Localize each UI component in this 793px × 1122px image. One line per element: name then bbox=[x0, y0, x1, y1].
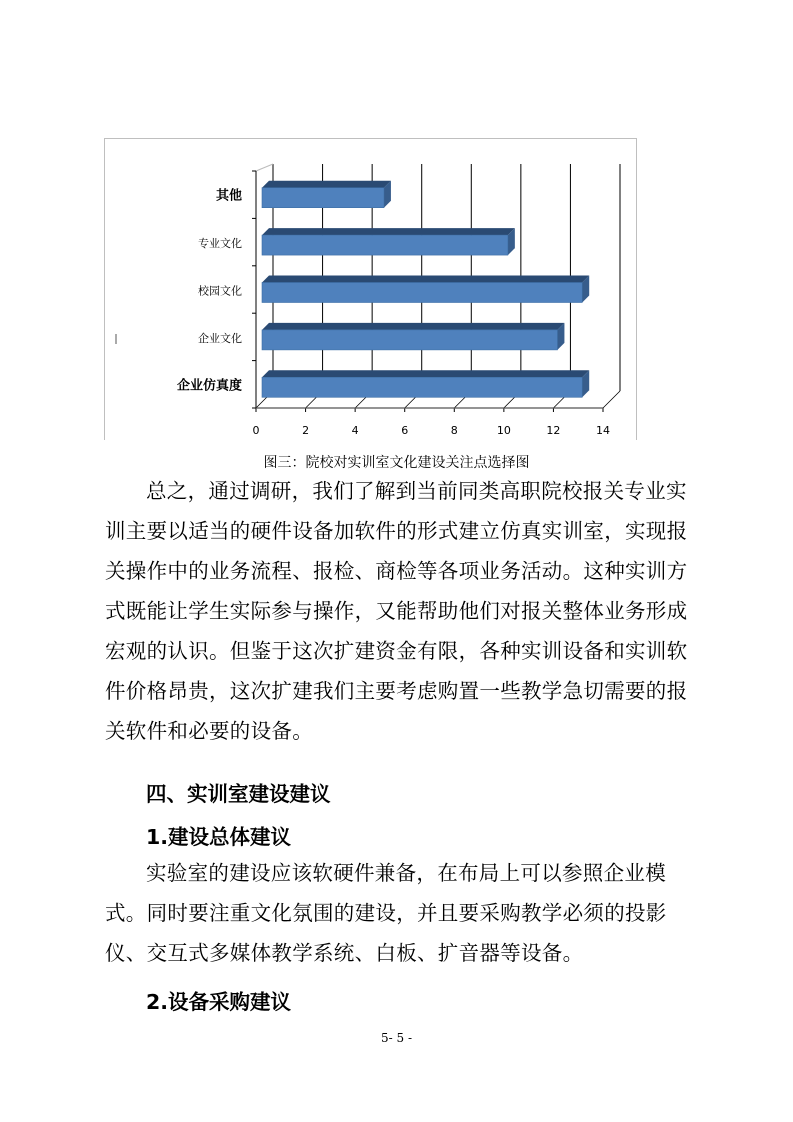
x-tick-label: 6 bbox=[401, 424, 409, 437]
subsection-heading: 1.建设总体建议 bbox=[146, 825, 292, 849]
category-label: 企业仿真度 bbox=[176, 378, 242, 394]
figure-caption: 图三：院校对实训室文化建设关注点选择图 bbox=[263, 455, 530, 471]
category-label: 其他 bbox=[215, 188, 242, 204]
bar-top bbox=[262, 370, 589, 377]
body-paragraph: 实验室的建设应该软硬件兼备，在布局上可以参照企业模式。同时要注重文化氛围的建设，并且要采购教学必须的投影仪、交互式多媒体教学系统、白板、扩音器等设备。 bbox=[105, 861, 667, 965]
bar bbox=[262, 377, 582, 397]
bar-top bbox=[262, 323, 564, 330]
bar-top bbox=[262, 181, 391, 188]
x-tick-label: 0 bbox=[252, 424, 260, 437]
bar-chart bbox=[104, 138, 637, 440]
body-paragraph: 总之，通过调研，我们了解到当前同类高职院校报关专业实训主要以适当的硬件设备加软件的形式建立仿真实训室，实现报关操作中的业务流程、报检、商检等各项业务活动。这种实训方式既能让学生实际参与操作，又能帮助他们对报关整体业务形成宏观的认识。但鉴于这次扩建资金有限，各种实训设备和实训软件价格昂贵，这次扩建我们主要考虑购置一些教学急切需要的报关软件和必要的设备。 bbox=[105, 479, 688, 743]
x-tick-label: 10 bbox=[496, 424, 511, 437]
bar-top bbox=[262, 228, 515, 235]
category-label: 企业文化 bbox=[198, 331, 242, 345]
x-tick-label: 2 bbox=[302, 424, 310, 437]
bar bbox=[262, 188, 384, 208]
bar bbox=[262, 330, 557, 350]
x-tick-label: 12 bbox=[546, 424, 561, 437]
category-label: 专业文化 bbox=[198, 237, 242, 251]
bar-top bbox=[262, 276, 589, 283]
x-tick-label: 14 bbox=[596, 424, 610, 437]
section-heading: 四、实训室建设建议 bbox=[146, 782, 331, 806]
page-number: 5- 5 - bbox=[380, 1031, 412, 1045]
x-tick-label: 8 bbox=[450, 424, 458, 437]
x-tick-label: 4 bbox=[351, 424, 359, 437]
category-label: 校园文化 bbox=[198, 284, 242, 298]
bar bbox=[262, 283, 582, 303]
bar bbox=[262, 235, 508, 255]
subsection-heading: 2.设备采购建议 bbox=[146, 990, 292, 1014]
